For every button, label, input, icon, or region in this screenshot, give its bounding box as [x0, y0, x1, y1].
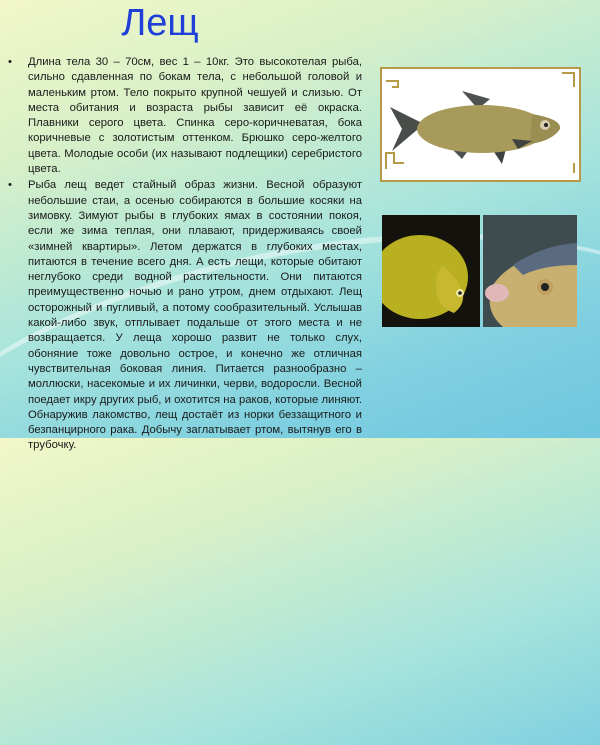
bream-photo-side	[382, 215, 480, 327]
bream-fish-image	[382, 69, 579, 180]
bullet-marker: •	[8, 179, 12, 192]
bream-illustration	[380, 67, 581, 182]
bullet-item	[8, 178, 362, 453]
bullet-item	[8, 55, 362, 177]
paragraph-description: Длина тела 30 – 70см, вес 1 – 10кг. Это высокотелая рыба, сильно сдавленная по бокам тела, с небольшой головой и маленьким ртом. Тело покрыто крупной чешуей и слизью. От места обитания и возраста рыбы зависит её окраска. Плавники серого цвета. Спинка серо-коричневатая, бока коричневые с золотистым оттенком. Брюшко серо-желтого цвета. Молодые особи (их называют подлещики) серебристого цвета.	[28, 56, 362, 176]
paragraph-behavior: Рыба лещ ведет стайный образ жизни. Весной образуют небольшие стаи, а осенью собираются в большие косяки на зимовку. Зимуют рыбы в глубоких ямах в состоянии покоя, если же зима теплая, они плавают, придерживаясь своей «зимней квартиры». Летом держатся в глубоких местах, питаются в течение всего дня. А есть лещи, которые обитают неглубоко среди водной растительности. Они питаются преимущественно ночью и рано утром, днем отдыхают. Лещ осторожный и пугливый, а потому сообразительный. Услышав какой-либо звук, отплывает подальше от этого места и не возвращается. У леща хорошо развит не только слух, обоняние тоже довольно острое, и конечно же отличная чувствительная боковая линия. Питается разнообразно – моллюски, насекомые и их личинки, черви, водоросли. Весной поедает икру других рыб, и охотится на раков, которые линяют. Обнаружив лакомство, лещ достаёт из норки беззащитного и безпанцирного рака. Добычу заглатывает ртом, вытянув его в трубочку.	[28, 179, 362, 452]
slide-title: Лещ	[121, 2, 199, 44]
bream-head-image	[483, 215, 577, 327]
bullet-marker: •	[8, 56, 12, 68]
bream-photo-head	[483, 215, 577, 327]
body-text	[8, 55, 362, 455]
bream-side-image	[382, 215, 480, 327]
